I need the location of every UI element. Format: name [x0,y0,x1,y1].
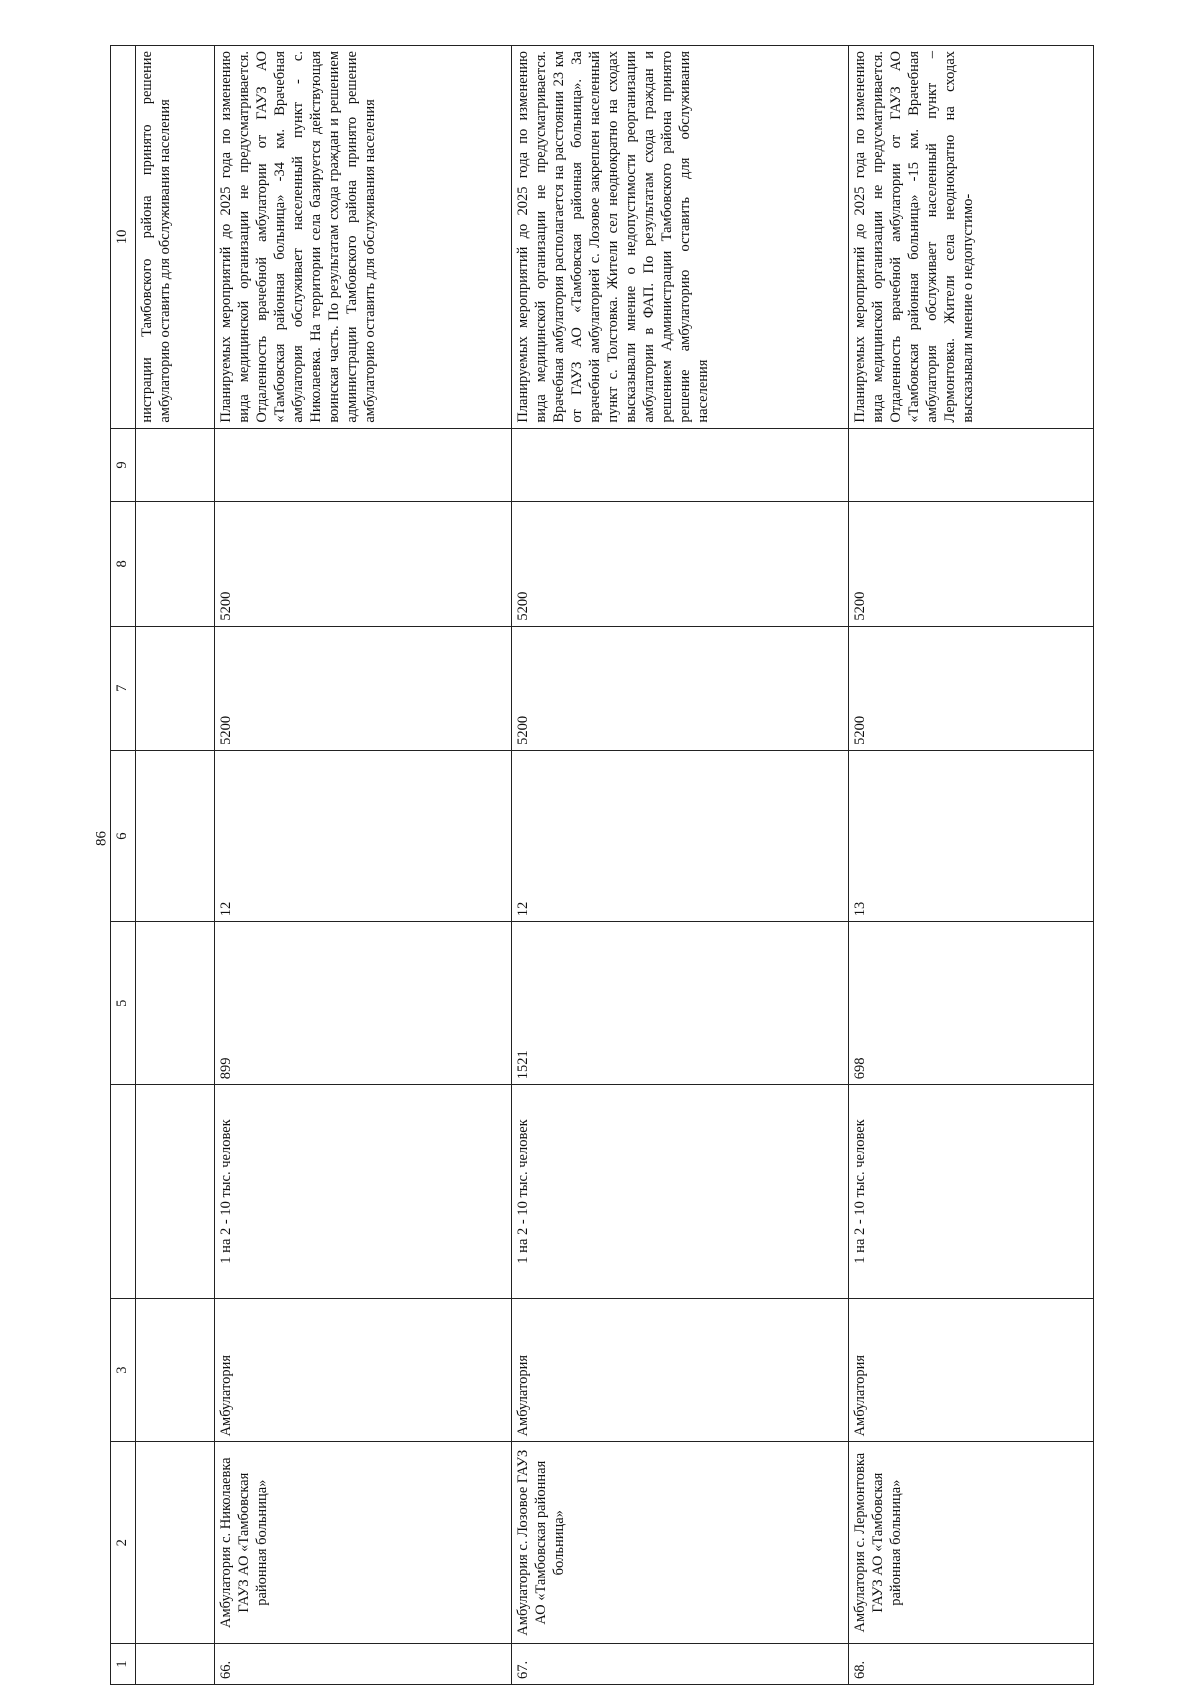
rotated-table-container [110,45,1110,1685]
col-7-value: 5200 [215,626,512,750]
facility-name: Амбулатория с. Лозовое ГАУЗ АО «Тамбовская районная больница» [512,1442,849,1644]
facility-note: Планируемых мероприятий до 2025 года по изменению вида медицинской организации не предусматривается. Отдаленность врачебной амбулатории от ГАУЗ АО «Тамбовская районная больница» -15 км. Врачебная амбулатория обслуживает населенный пункт – Лермонтовка. Жители села неоднократно на сходах высказывали мнение о недопустимо- [849,46,1094,429]
population: 1521 [512,922,849,1085]
facility-note: Планируемых мероприятий до 2025 года по изменению вида медицинской организации не предусматривается. Отдаленность врачебной амбулатории от ГАУЗ АО «Тамбовская районная больница» -34 км. Врачебная амбулатория обслуживает населенный пункт - с. Николаевка. На территории села базируется действующая воинская часть. По результатам схода граждан и решением администрации Тамбовского района принято решение амбулаторию оставить для обслуживания населения [215,46,512,429]
header-row [111,46,136,1685]
continuation-note: нистрации Тамбовского района принято решение амбулаторию оставить для обслуживания населения [136,46,215,429]
header-col-5: 5 [111,922,136,1085]
row-number: 67. [512,1643,849,1684]
col-7-value: 5200 [849,626,1094,750]
facility-name: Амбулатория с. Лермонтовка ГАУЗ АО «Тамбовская районная больница» [849,1442,1094,1644]
col-9-value [849,428,1094,502]
table-row [215,46,512,1685]
col-6-value: 12 [512,750,849,921]
header-col-7: 7 [111,626,136,750]
header-col-2: 2 [111,1442,136,1644]
facility-name: Амбулатория с. Николаевка ГАУЗ АО «Тамбовская районная больница» [215,1442,512,1644]
col-6-value: 13 [849,750,1094,921]
facility-type: Амбулатория [215,1298,512,1442]
facility-type: Амбулатория [849,1298,1094,1442]
facility-norm: 1 на 2 - 10 тыс. человек [215,1085,512,1299]
row-number: 66. [215,1643,512,1684]
col-6-value: 12 [215,750,512,921]
population: 899 [215,922,512,1085]
population: 698 [849,922,1094,1085]
col-8-value: 5200 [215,502,512,626]
header-col-1: 1 [111,1643,136,1684]
col-9-value [512,428,849,502]
header-col-10: 10 [111,46,136,429]
col-7-value: 5200 [512,626,849,750]
col-8-value: 5200 [512,502,849,626]
header-col-9: 9 [111,428,136,502]
table-row [512,46,849,1685]
facility-norm: 1 на 2 - 10 тыс. человек [512,1085,849,1299]
header-col-3: 3 [111,1298,136,1442]
facility-norm: 1 на 2 - 10 тыс. человек [849,1085,1094,1299]
table-row [849,46,1094,1685]
col-9-value [215,428,512,502]
continuation-row [136,46,215,1685]
header-col-4 [111,1085,136,1299]
header-col-6: 6 [111,750,136,921]
header-col-8: 8 [111,502,136,626]
facility-note: Планируемых мероприятий до 2025 года по изменению вида медицинской организации не предусматривается. Врачебная амбулатория располагается на расстоянии 23 км от ГАУЗ АО «Тамбовская районная больница». За врачебной амбулаторией с. Лозовое закреплен населенный пункт с. Толстовка. Жители сел неоднократно на сходах высказывали мнение о недопустимости реорганизации амбулатории в ФАП. По результатам схода граждан и решением Администрации Тамбовского района принято решение амбулаторию оставить для обслуживания населения [512,46,849,429]
page-number: 86 [93,831,110,846]
row-number: 68. [849,1643,1094,1684]
facility-type: Амбулатория [512,1298,849,1442]
facilities-table [110,45,1094,1685]
col-8-value: 5200 [849,502,1094,626]
